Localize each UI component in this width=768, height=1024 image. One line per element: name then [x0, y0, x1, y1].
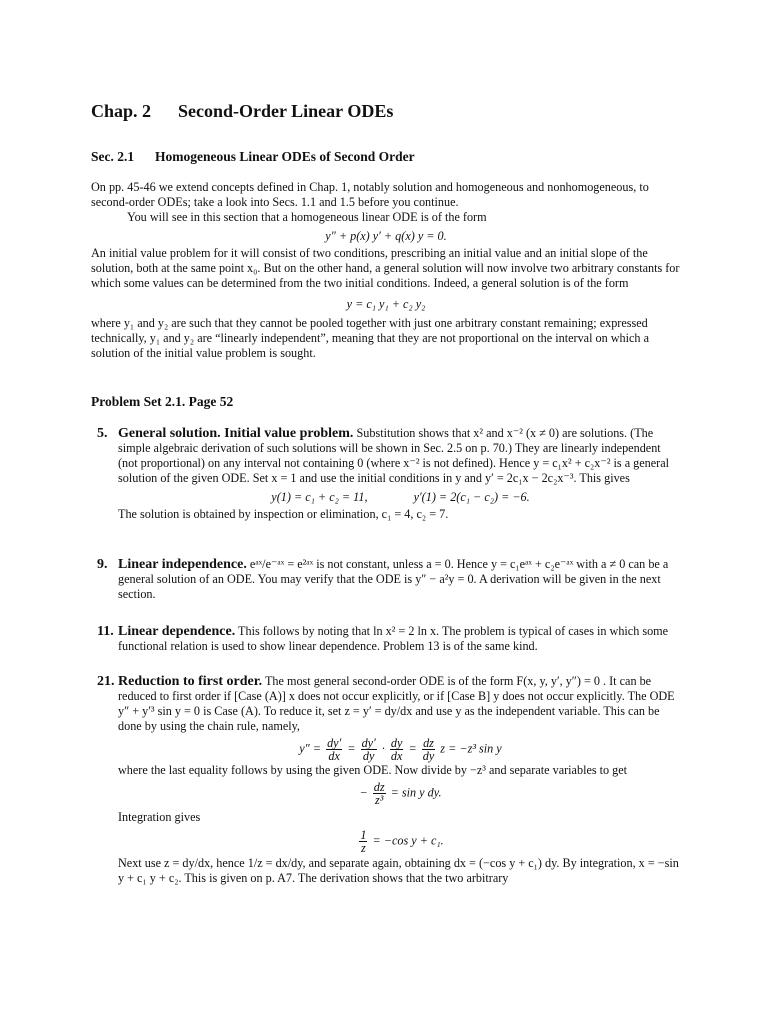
- chapter-heading: [91, 101, 394, 121]
- chapter-number: Chap. 2: [91, 101, 152, 121]
- fraction-4: [422, 737, 436, 762]
- intro-paragraph-2: You will see in this section that a homogeneous linear ODE is of the form: [127, 210, 487, 224]
- problem-equation: [118, 490, 683, 505]
- numerator: dy: [390, 736, 403, 750]
- problem-text: This follows by noting that ln x² = 2 ln x. The problem is typical of cases in which some functional relation is used to show linear dependence. Problem 13 is of the same kind.: [118, 624, 669, 653]
- equation-left: y(1) = c₁ + c₂ = 11,: [271, 490, 368, 504]
- separated-equation: − $\frac{dz}{\text{z³}}$ = sin y dy.: [359, 780, 442, 807]
- intro-equation-1: y″ + p(x) y′ + q(x) y = 0.: [325, 229, 447, 243]
- intro-paragraph-4: where y₁ and y₂ are such that they cannot be pooled together with just one arbitrary constant remaining; expressed technically, y₁ and y₂ are “linearly independent”, meaning that they are not proportional on the interval on which a solution of the initial value problem is sought.: [91, 316, 649, 360]
- denominator: z³: [374, 793, 384, 807]
- problem-number: 9.: [97, 557, 108, 572]
- denominator: dy: [362, 749, 375, 763]
- problem-text: The most general second-order ODE is of the form F(x, y, y′, y″) = 0 . It can be reduced to first order if [Case (A)] x does not occur explicitly, or if [Case B] y does not occur explicitly. The ODE y″ + y′³ sin y = 0 is Case (A). To reduce it, set z = y′ = dy/dx and use y as the independent variable. This can be done by using the chain rule, namely,: [118, 674, 675, 733]
- problem-text-2: The solution is obtained by inspection or elimination, c₁ = 4, c₂ = 7.: [118, 507, 449, 521]
- problem-9: [91, 557, 683, 602]
- denominator: dx: [328, 749, 340, 763]
- section-title: Homogeneous Linear ODEs of Second Order: [155, 149, 415, 164]
- chain-rule-tail: z = −z³ sin y: [440, 741, 502, 756]
- problem-heading: Linear dependence.: [118, 624, 236, 639]
- chain-rule-equation: y″ = $\frac{dy'}{dx}$ = $\frac{dy'}{dy}$ · $\frac{dy}{dx}$ = $\frac{dz}{dy}$ z = −z³ sin y: [299, 736, 502, 763]
- problem-11: [91, 624, 683, 654]
- numerator: dy′: [327, 736, 342, 750]
- denominator: z: [360, 841, 366, 855]
- section-heading: [91, 149, 415, 164]
- fraction-2: [361, 737, 377, 762]
- problem-text-4: Next use z = dy/dx, hence 1/z = dx/dy, and separate again, obtaining dx = (−cos y + c₁) dy. By integration, x = −sin y + c₁ y + c₂. This is given on p. A7. The derivation shows that the two arbitrary: [118, 856, 679, 885]
- problem-number: 11.: [97, 624, 114, 639]
- problem-21: [91, 674, 683, 886]
- intro-block: [91, 180, 681, 361]
- section-number: Sec. 2.1: [91, 149, 135, 164]
- fraction-1-over-z: [359, 829, 367, 854]
- problem-text-3: Integration gives: [118, 810, 201, 824]
- fraction-1: [326, 737, 342, 762]
- intro-paragraph-1: On pp. 45-46 we extend concepts defined in Chap. 1, notably solution and homogeneous and nonhomogeneous, to second-order ODEs; take a look into Secs. 1.1 and 1.5 before you continue.: [91, 180, 649, 209]
- problem-number: 21.: [97, 674, 115, 689]
- denominator: dx: [390, 749, 403, 763]
- chapter-title: Second-Order Linear ODEs: [178, 101, 394, 121]
- fraction-3: [390, 737, 404, 762]
- numerator: 1: [360, 828, 367, 842]
- numerator: dz: [423, 736, 434, 750]
- fraction-dz-z3: [373, 781, 386, 806]
- problem-text-2: where the last equality follows by using the given ODE. Now divide by −z³ and separate variables to get: [118, 763, 628, 777]
- problem-number: 5.: [97, 426, 108, 441]
- problem-set-heading: Problem Set 2.1. Page 52: [91, 394, 234, 409]
- integrated-equation: [118, 829, 683, 854]
- problem-text: eᵃˣ/e⁻ᵃˣ = e²ᵃˣ is not constant, unless a = 0. Hence y = c₁eᵃˣ + c₂e⁻ᵃˣ with a ≠ 0 can be a general solution of an ODE. You may verify that the ODE is y″ − a²y = 0. A derivation will be given in the next section.: [118, 557, 669, 601]
- problem-5: [91, 426, 683, 522]
- equation-right: y′(1) = 2(c₁ − c₂) = −6.: [413, 490, 530, 504]
- integrated-rhs: = −cos y + c₁.: [372, 833, 444, 848]
- chain-rule-lhs: y″ =: [299, 741, 322, 756]
- separated-rhs: = sin y dy.: [390, 785, 442, 800]
- intro-equation-2: y = c₁ y₁ + c₂ y₂: [346, 297, 426, 311]
- problem-heading: General solution. Initial value problem.: [118, 426, 354, 441]
- denominator: dy: [422, 749, 435, 763]
- problem-heading: Reduction to first order.: [118, 674, 263, 689]
- problem-heading: Linear independence.: [118, 557, 247, 572]
- intro-paragraph-3: An initial value problem for it will consist of two conditions, prescribing an initial value and an initial slope of the solution, both at the same point x₀. But on the other hand, a general solution will now involve two arbitrary constants for which some values can be determined from the two initial conditions. Indeed, a general solution is of the form: [91, 246, 680, 290]
- numerator: dz: [373, 780, 385, 794]
- problem-text: Substitution shows that x² and x⁻² (x ≠ 0) are solutions. (The simple algebraic derivation of such solutions will be shown in Sec. 2.5 on p. 70.) They are linearly independent (not proportional) on any interval not containing 0 (where x⁻² is not defined). Hence y = c₁x² + c₂x⁻² is a general solution of the given ODE. Set x = 1 and use the initial conditions in y and y′ = 2c₁x − 2c₂x⁻³. This gives: [118, 426, 670, 485]
- numerator: dy′: [361, 736, 376, 750]
